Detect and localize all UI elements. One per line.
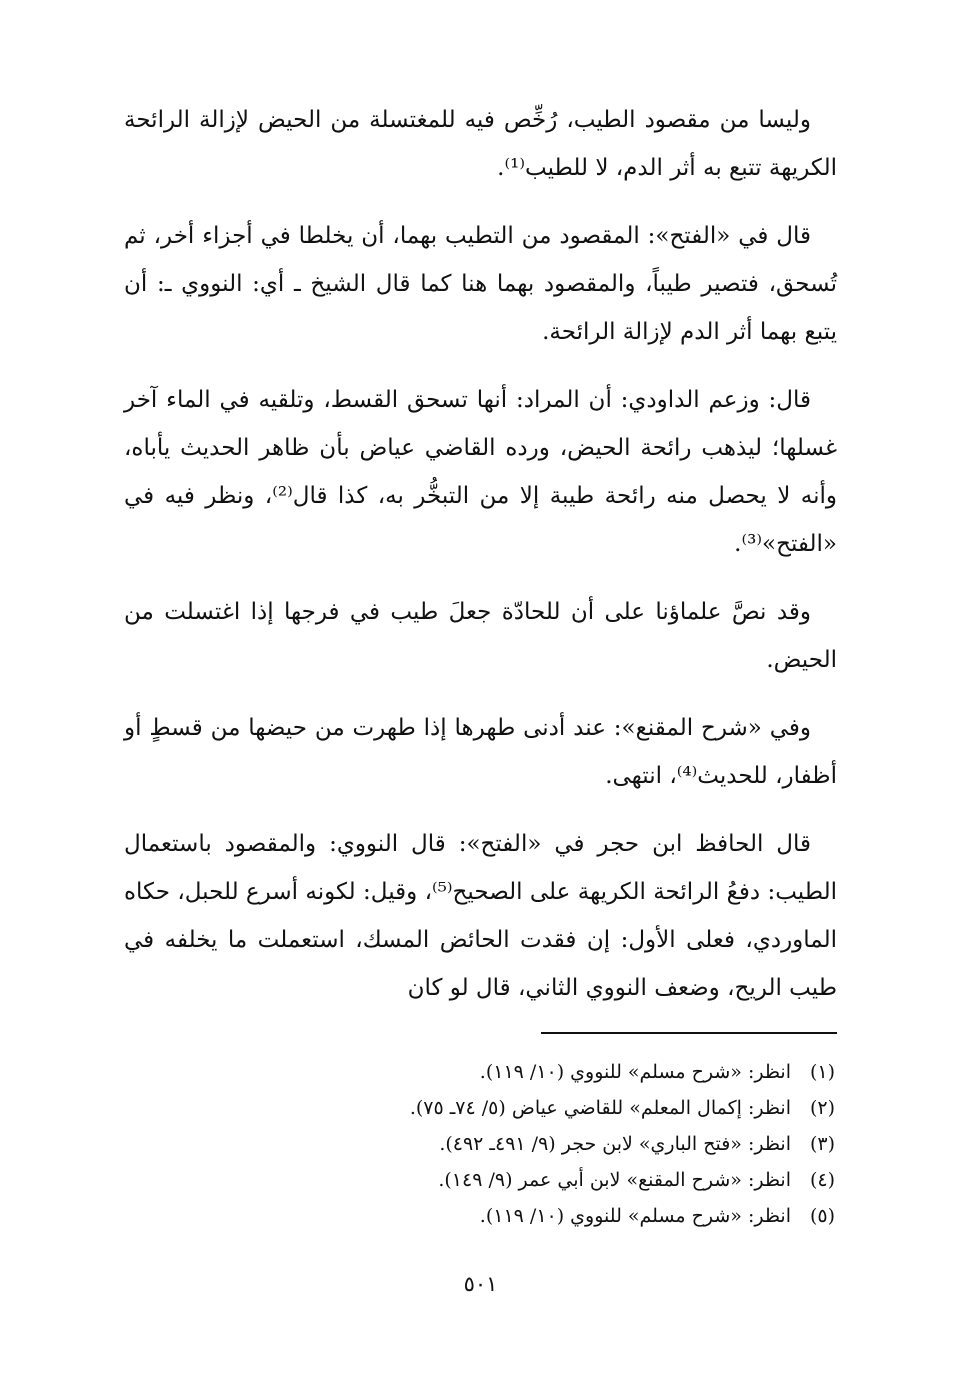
paragraph-6: قال الحافظ ابن حجر في «الفتح»: قال النووي: والمقصود باستعمال الطيب: دفعُ الرائحة الكريهة على الصحيح⁽⁵⁾، وقيل: لكونه أسرع للحبل، حكاه الماوردي، فعلى الأول: إن فقدت الحائض المسك، استعملت ما يخلفه في طيب الريح، وضعف النووي الثاني، قال لو كان <box>124 831 837 1001</box>
footnote-2 <box>124 1090 837 1126</box>
footnote-text: انظر: «شرح مسلم» للنووي (١٠/ ١١٩). <box>479 1061 791 1083</box>
footnote-number: (١) <box>809 1061 835 1083</box>
footnotes <box>124 1054 837 1234</box>
paragraph-2: قال في «الفتح»: المقصود من التطيب بهما، أن يخلطا في أجزاء أخر، ثم تُسحق، فتصير طيباً، والمقصود بهما هنا كما قال الشيخ ـ أي: النووي ـ: أن يتبع بهما أثر الدم لإزالة الرائحة. <box>124 223 837 345</box>
footnote-1 <box>124 1054 837 1090</box>
footnote-number: (٢) <box>809 1097 835 1119</box>
footnote-text: انظر: «شرح المقنع» لابن أبي عمر (٩/ ١٤٩). <box>438 1169 791 1191</box>
footnote-text: انظر: «فتح الباري» لابن حجر (٩/ ٤٩١ـ ٤٩٢). <box>439 1133 791 1155</box>
footnote-number: (٥) <box>809 1205 835 1227</box>
footnote-number: (٣) <box>809 1133 835 1155</box>
footnote-5 <box>124 1198 837 1234</box>
footnote-3 <box>124 1126 837 1162</box>
footnote-text: انظر: «شرح مسلم» للنووي (١٠/ ١١٩). <box>479 1205 791 1227</box>
footnote-number: (٤) <box>809 1169 835 1191</box>
page-number: ٥٠١ <box>463 1272 498 1296</box>
paragraph-3: قال: وزعم الداودي: أن المراد: أنها تسحق القسط، وتلقيه في الماء آخر غسلها؛ ليذهب رائحة الحيض، ورده القاضي عياض بأن ظاهر الحديث يأباه، وأنه لا يحصل منه رائحة طيبة إلا من التبخُّر به، كذا قال⁽²⁾، ونظر فيه في «الفتح»⁽³⁾. <box>124 387 837 557</box>
main-text <box>124 96 837 1012</box>
footnote-text: انظر: إكمال المعلم» للقاضي عياض (٥/ ٧٤ـ ٧٥). <box>409 1097 791 1119</box>
paragraph-1: وليسا من مقصود الطيب، رُخِّص فيه للمغتسلة من الحيض لإزالة الرائحة الكريهة تتبع به أثر الدم، لا للطيب⁽¹⁾. <box>124 107 837 181</box>
paragraph-5: وفي «شرح المقنع»: عند أدنى طهرها إذا طهرت من حيضها من قسطٍ أو أظفار، للحديث⁽⁴⁾، انتهى. <box>124 715 837 789</box>
footnote-4 <box>124 1162 837 1198</box>
footnote-divider <box>541 1032 837 1034</box>
paragraph-4: وقد نصَّ علماؤنا على أن للحادّة جعلَ طيب في فرجها إذا اغتسلت من الحيض. <box>124 599 837 673</box>
